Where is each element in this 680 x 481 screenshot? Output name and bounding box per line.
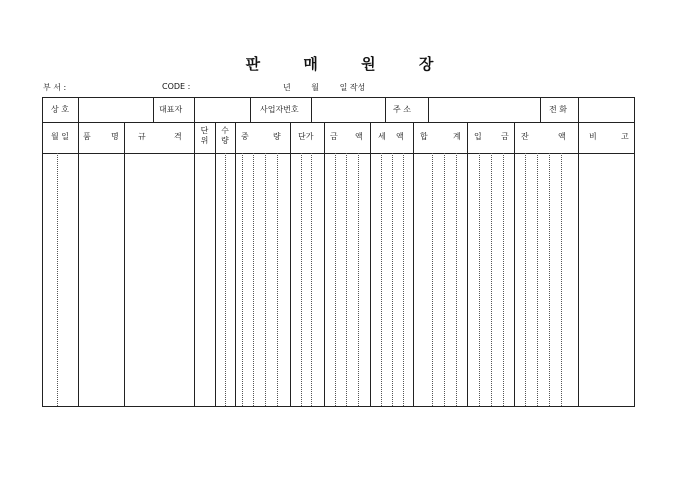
dotted-guide [456,153,457,406]
col-header-amount [324,122,370,153]
dotted-guide [525,153,526,406]
col-header-quantity [215,122,235,153]
dotted-guide [346,153,347,406]
col-divider [370,122,371,406]
col-header-note [578,122,636,153]
col-header-unit-part1: 단 [200,126,209,135]
col-header-amount-part2: 액 [355,132,363,141]
col-divider [215,122,216,406]
col-header-balance [514,122,578,153]
phone-label: 전 화 [549,105,567,114]
date-month-label: 월 [311,83,320,92]
col-header-deposit [467,122,514,153]
col-header-total-part2: 계 [453,132,461,141]
title-char-3: 원 [361,55,377,73]
dotted-guide [561,153,562,406]
col-header-note-part2: 고 [621,132,629,141]
dotted-guide [358,153,359,406]
col-divider [235,122,236,406]
dotted-guide [311,153,312,406]
dotted-guide [392,153,393,406]
department-label: 부 서 : [43,83,67,92]
col-header-tax [370,122,413,153]
address-label: 주 소 [393,105,411,114]
col-divider [194,98,195,122]
date-written-label [283,82,365,93]
col-header-balance-part1: 잔 [521,132,529,141]
dotted-guide [381,153,382,406]
dotted-guide [335,153,336,406]
col-divider [78,98,79,122]
col-header-date [43,122,78,153]
col-header-amount-part1: 금 [330,132,338,141]
business-number-label: 사업자번호 [260,105,299,114]
col-header-tax-part2: 액 [396,132,404,141]
col-header-unit-price-label: 단가 [298,132,314,141]
col-divider [578,98,579,122]
code-label: CODE : [162,82,191,91]
col-header-unit-price [290,122,324,153]
col-header-spec-part1: 규 [138,132,146,141]
ceo-label: 대표자 [159,105,183,114]
col-divider [153,98,154,122]
title-char-1: 판 [245,55,262,73]
title-char-4: 장 [418,55,435,73]
col-header-date-label: 월 일 [51,132,69,141]
col-header-item-part1: 품 [83,132,91,141]
col-header-total-part1: 합 [420,132,428,141]
col-divider [250,98,251,122]
col-divider [467,122,468,406]
col-divider [540,98,541,122]
col-divider [413,122,414,406]
col-divider [428,98,429,122]
col-header-deposit-part2: 금 [501,132,509,141]
col-header-quantity-part2: 량 [221,136,229,145]
col-header-total [413,122,467,153]
col-divider [290,122,291,406]
col-header-tax-part1: 세 [378,132,386,141]
col-divider [194,122,195,406]
col-header-weight-part2: 량 [273,132,281,141]
dotted-guide [549,153,550,406]
col-header-note-part1: 비 [589,132,597,141]
dotted-guide [491,153,492,406]
col-divider [324,122,325,406]
document-title [0,53,680,74]
title-char-2: 매 [303,55,319,73]
col-header-spec [124,122,194,153]
col-divider [385,98,386,122]
dotted-guide [57,153,58,406]
col-divider [578,122,579,406]
col-header-quantity-part1: 수 [221,126,229,135]
dotted-guide [403,153,404,406]
col-header-spec-part2: 격 [174,132,182,141]
date-year-label: 년 [283,83,291,92]
dotted-guide [432,153,433,406]
dotted-guide [537,153,538,406]
col-divider [78,122,79,406]
date-day-label: 일 작성 [339,83,366,92]
dotted-guide [479,153,480,406]
dotted-guide [301,153,302,406]
col-header-deposit-part1: 입 [474,132,482,141]
dotted-guide [253,153,254,406]
company-name-label: 상 호 [51,105,69,114]
col-header-weight [235,122,290,153]
col-header-balance-part2: 액 [558,132,566,141]
row-divider [43,153,634,154]
col-header-item-part2: 명 [111,132,119,141]
dotted-guide [265,153,266,406]
col-divider [311,98,312,122]
dotted-guide [503,153,504,406]
dotted-guide [242,153,243,406]
sales-ledger-form [42,97,635,407]
dotted-guide [225,153,226,406]
col-divider [124,122,125,406]
col-header-item [78,122,124,153]
col-header-unit [194,122,215,153]
col-header-unit-part2: 위 [200,136,209,145]
dotted-guide [277,153,278,406]
col-divider [514,122,515,406]
dotted-guide [444,153,445,406]
col-header-weight-part1: 중 [241,132,249,141]
